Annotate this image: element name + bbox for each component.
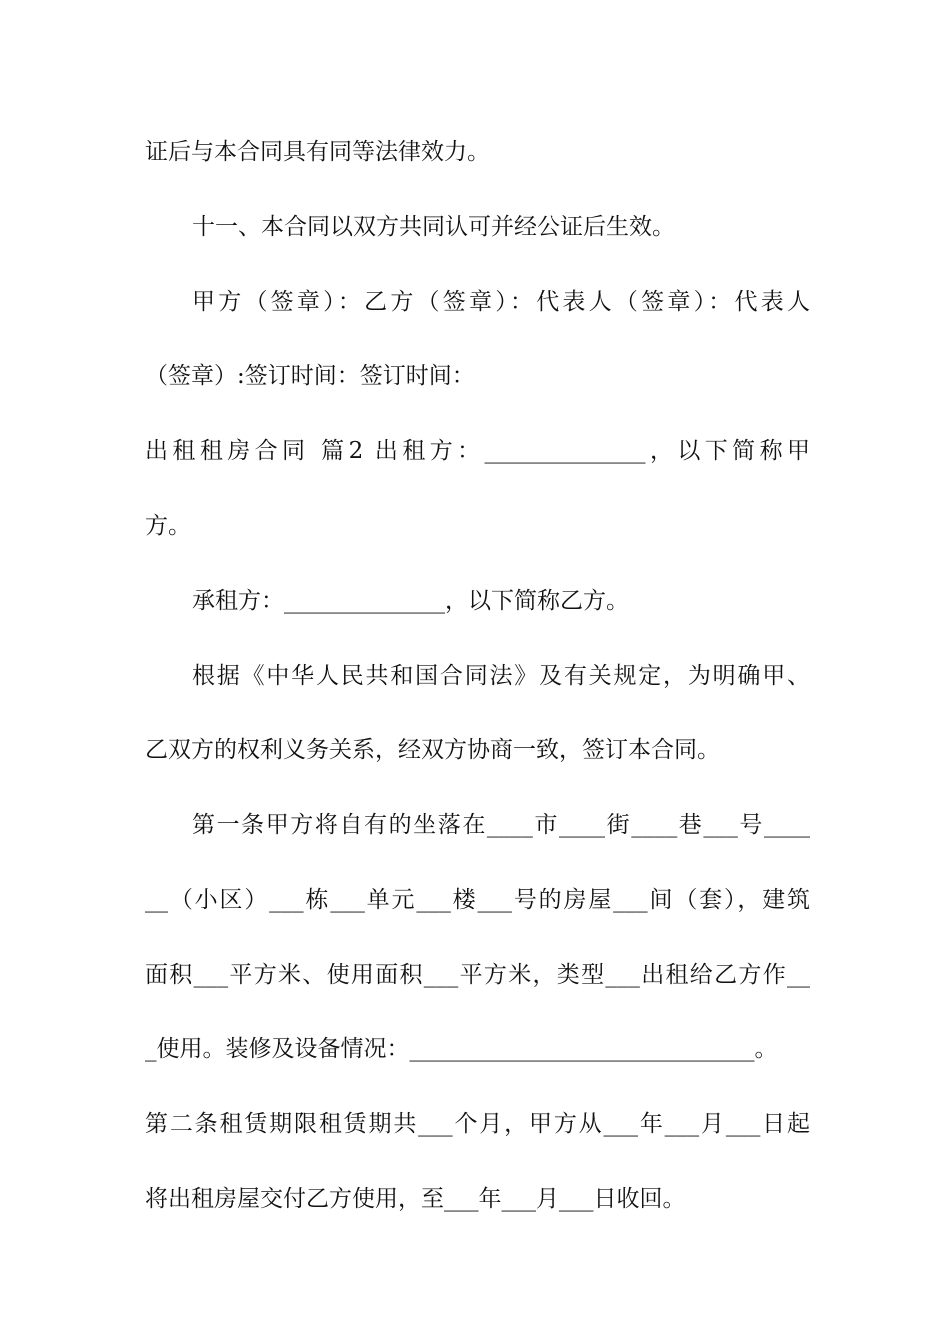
text-line-4: （签章）:签订时间：签订时间： (145, 363, 475, 389)
text-line-12: 面积___平方米、使用面积___平方米，类型___出租给乙方作__ (145, 962, 810, 988)
text-line-9: 乙双方的权利义务关系，经双方协商一致，签订本合同。 (145, 737, 720, 763)
text-line-10: 第一条甲方将自有的坐落在____市____街____巷___号____ (192, 812, 810, 838)
text-line-2: 十一、本合同以双方共同认可并经公证后生效。 (192, 214, 675, 240)
text-line-11: __（小区）___栋___单元___楼___号的房屋___间（套），建筑 (145, 887, 810, 913)
text-line-15: 将出租房屋交付乙方使用，至___年___月___日收回。 (145, 1186, 686, 1212)
text-line-8: 根据《中华人民共和国合同法》及有关规定，为明确甲、 (192, 663, 810, 689)
text-line-1: 证后与本合同具有同等法律效力。 (145, 139, 490, 165)
text-line-7: 承租方：______________，以下简称乙方。 (192, 588, 629, 614)
text-line-13: _使用。装修及设备情况：______________________________。 (145, 1036, 778, 1062)
text-line-14: 第二条租赁期限租赁期共___个月，甲方从___年___月___日起 (145, 1111, 810, 1137)
text-line-5: 出租租房合同 篇2 出租方：______________，以下简称甲 (145, 438, 810, 464)
text-line-6: 方。 (145, 513, 191, 539)
text-line-3: 甲方（签章）：乙方（签章）：代表人（签章）：代表人 (192, 289, 810, 315)
